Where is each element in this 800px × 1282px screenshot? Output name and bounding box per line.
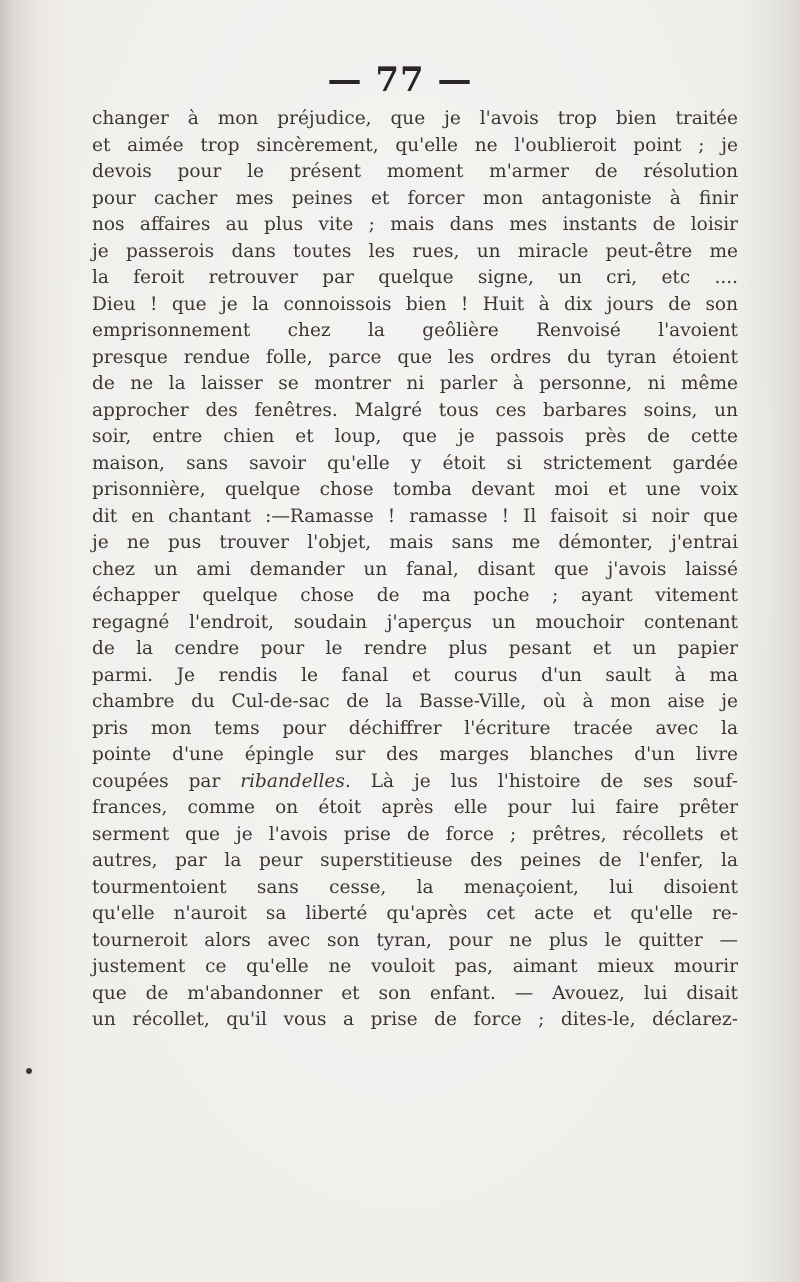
text-line: presque rendue folle, parce que les ordres du tyran étoient	[92, 346, 738, 368]
text-line: maison, sans savoir qu'elle y étoit si strictement gardée	[92, 452, 738, 474]
text-line: dit en chantant :—Ramasse ! ramasse ! Il faisoit si noir que	[92, 505, 738, 527]
text-line: que de m'abandonner et son enfant. — Avouez, lui disait	[92, 982, 738, 1004]
text-line: la feroit retrouver par quelque signe, un cri, etc ....	[92, 267, 738, 288]
text-line: devois pour le présent moment m'armer de résolution	[92, 161, 738, 182]
text-line: tourneroit alors avec son tyran, pour ne plus le quitter —	[92, 929, 738, 951]
page-number: — 77 —	[327, 60, 473, 100]
text-line: échapper quelque chose de ma poche ; ayant vitement	[92, 585, 738, 606]
ink-spot	[26, 1068, 32, 1074]
text-line: je passerois dans toutes les rues, un miracle peut-être me	[92, 240, 738, 262]
text-line: emprisonnement chez la geôlière Renvoisé l'avoient	[92, 320, 738, 341]
text-line: parmi. Je rendis le fanal et courus d'un sault à ma	[92, 664, 738, 686]
text-line: qu'elle n'auroit sa liberté qu'après cet acte et qu'elle re-	[92, 903, 738, 924]
body-text	[92, 106, 738, 1034]
text-line: serment que je l'avois prise de force ; prêtres, récollets et	[92, 823, 738, 845]
text-line: et aimée trop sincèrement, qu'elle ne l'oublieroit point ; je	[92, 134, 738, 156]
text-line: chambre du Cul-de-sac de la Basse-Ville, où à mon aise je	[92, 691, 738, 712]
text-line: un récollet, qu'il vous a prise de force ; dites-le, déclarez-	[92, 1009, 738, 1030]
text-line: je ne pus trouver l'objet, mais sans me démonter, j'entrai	[92, 532, 738, 553]
text-line: frances, comme on étoit après elle pour lui faire prêter	[92, 797, 738, 818]
text-line: soir, entre chien et loup, que je passois près de cette	[92, 426, 738, 447]
text-line: pointe d'une épingle sur des marges blanches d'un livre	[92, 744, 738, 765]
text-line: de la cendre pour le rendre plus pesant et un papier	[92, 638, 738, 659]
text-line: chez un ami demander un fanal, disant que j'avois laissé	[92, 558, 738, 580]
text-line: pour cacher mes peines et forcer mon antagoniste à finir	[92, 187, 738, 209]
text-line: nos affaires au plus vite ; mais dans mes instants de loisir	[92, 214, 738, 235]
text-line: Dieu ! que je la connoissois bien ! Huit à dix jours de son	[92, 293, 738, 315]
text-line: pris mon tems pour déchiffrer l'écriture tracée avec la	[92, 717, 738, 739]
text-line: approcher des fenêtres. Malgré tous ces barbares soins, un	[92, 399, 738, 421]
text-line: coupées par ribandelles. Là je lus l'histoire de ses souf-	[92, 770, 738, 792]
text-line: justement ce qu'elle ne vouloit pas, aimant mieux mourir	[92, 956, 738, 977]
text-line: prisonnière, quelque chose tomba devant moi et une voix	[92, 479, 738, 500]
text-line: de ne la laisser se montrer ni parler à personne, ni même	[92, 373, 738, 394]
text-line: tourmentoient sans cesse, la menaçoient, lui disoient	[92, 876, 738, 898]
text-line: changer à mon préjudice, que je l'avois trop bien traitée	[92, 108, 738, 129]
text-line: regagné l'endroit, soudain j'aperçus un mouchoir contenant	[92, 611, 738, 633]
text-line: autres, par la peur superstitieuse des peines de l'enfer, la	[92, 850, 738, 871]
